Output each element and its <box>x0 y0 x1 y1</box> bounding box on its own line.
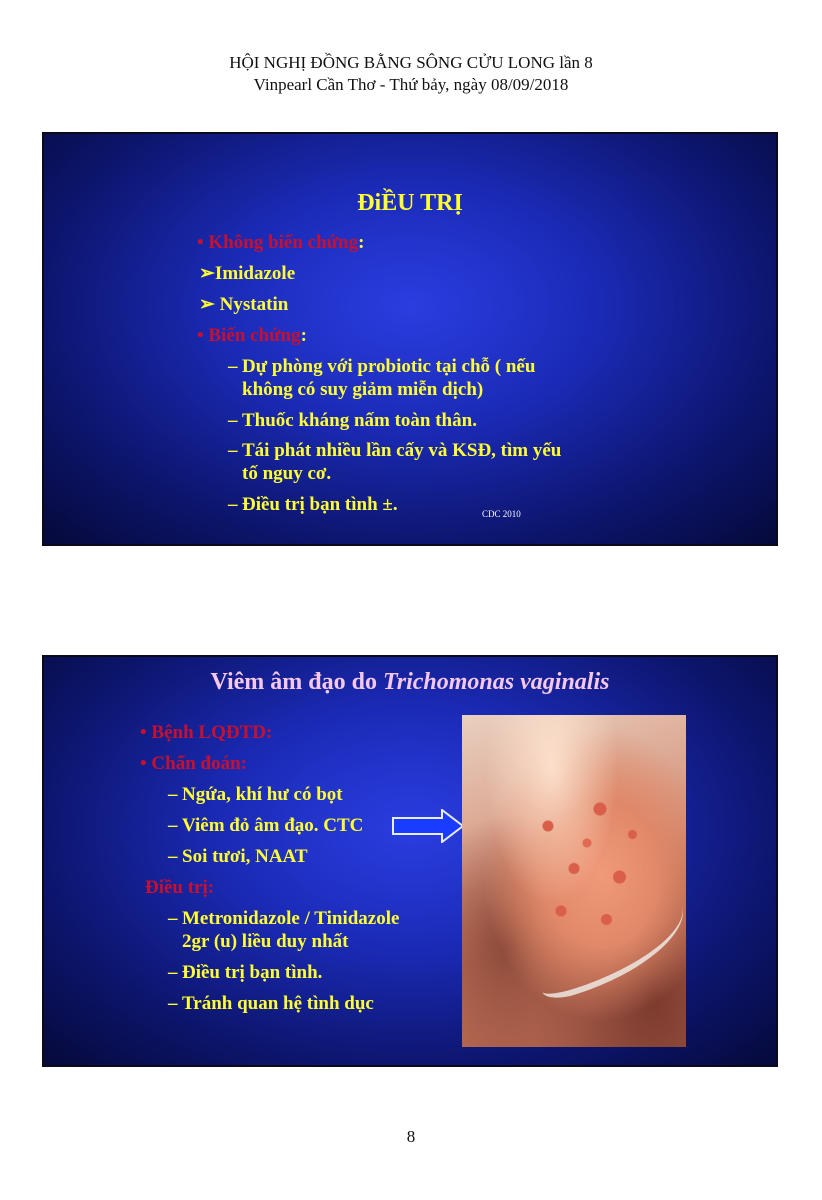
dash: – <box>168 993 178 1014</box>
diag-item-itching <box>168 783 343 806</box>
sub-item-systemic <box>228 409 477 432</box>
sub-item-text: Thuốc kháng nấm toàn thân. <box>242 410 477 431</box>
tx-item-text: Metronidazole / Tinidazole <box>182 908 400 929</box>
dash: – <box>168 815 178 836</box>
slide-title <box>44 669 776 696</box>
slide-trichomonas <box>42 655 778 1067</box>
sub-item-text: Tái phát nhiều lần cấy và KSĐ, tìm yếu <box>242 440 562 461</box>
bullet-label: • Biến chứng <box>197 325 301 346</box>
source-credit: CDC 2010 <box>482 509 521 519</box>
bullet-colon: : <box>300 325 307 346</box>
tx-item-abstain <box>168 992 374 1015</box>
item-nystatin: ➢ Nystatin <box>199 294 289 315</box>
dash: – <box>168 962 178 983</box>
sub-item-text: Dự phòng với probiotic tại chỗ ( nếu <box>242 356 536 377</box>
dash: – <box>228 440 238 461</box>
slide-dieu-tri <box>42 132 778 546</box>
page-number: 8 <box>406 1127 416 1146</box>
tx-item-metronidazole-cont: 2gr (u) liều duy nhất <box>182 931 349 952</box>
sub-item-text: Điều trị bạn tình ±. <box>242 494 398 515</box>
diag-item-wet-mount <box>168 845 308 868</box>
bullet-std: • Bệnh LQĐTD: <box>140 722 273 743</box>
conference-title: HỘI NGHỊ ĐỒNG BẰNG SÔNG CỬU LONG lần 8 <box>229 53 593 72</box>
title-italic: Trichomonas vaginalis <box>382 669 610 695</box>
diag-item-text: Viêm đỏ âm đạo. CTC <box>182 815 364 836</box>
diag-item-text: Ngứa, khí hư có bọt <box>182 784 343 805</box>
tx-item-partner <box>168 961 322 984</box>
sub-item-recurrence-cont: tố nguy cơ. <box>242 463 332 484</box>
sub-item-recurrence <box>228 439 561 462</box>
treatment-label: Điều trị: <box>145 877 215 898</box>
pointer-arrow-icon <box>392 809 464 843</box>
dash: – <box>228 356 238 377</box>
title-plain: Viêm âm đạo do <box>210 669 383 695</box>
slide-title: ĐiỀU TRỊ <box>357 190 463 216</box>
diag-item-text: Soi tươi, NAAT <box>182 846 308 867</box>
conference-subtitle: Vinpearl Cần Thơ - Thứ bảy, ngày 08/09/2018 <box>253 75 569 94</box>
dash: – <box>168 846 178 867</box>
bullet-diagnosis: • Chẩn đoán: <box>140 753 247 774</box>
sub-item-probiotic-cont: không có suy giảm miễn dịch) <box>242 379 484 400</box>
bullet-no-complication <box>197 231 364 254</box>
bullet-colon: : <box>358 232 365 253</box>
diag-item-inflammation <box>168 814 363 837</box>
dash: – <box>228 494 238 515</box>
dash: – <box>228 410 238 431</box>
dash: – <box>168 908 178 929</box>
bullet-complication <box>197 324 307 347</box>
sub-item-partner <box>228 493 398 516</box>
sub-item-probiotic <box>228 355 535 378</box>
colposcopy-image <box>462 715 686 1047</box>
tx-item-text: Tránh quan hệ tình dục <box>182 993 374 1014</box>
item-imidazole: ➢Imidazole <box>199 263 296 284</box>
bullet-label: • Không biến chứng <box>197 232 359 253</box>
dash: – <box>168 784 178 805</box>
tx-item-text: Điều trị bạn tình. <box>182 962 323 983</box>
tx-item-metronidazole <box>168 907 399 930</box>
